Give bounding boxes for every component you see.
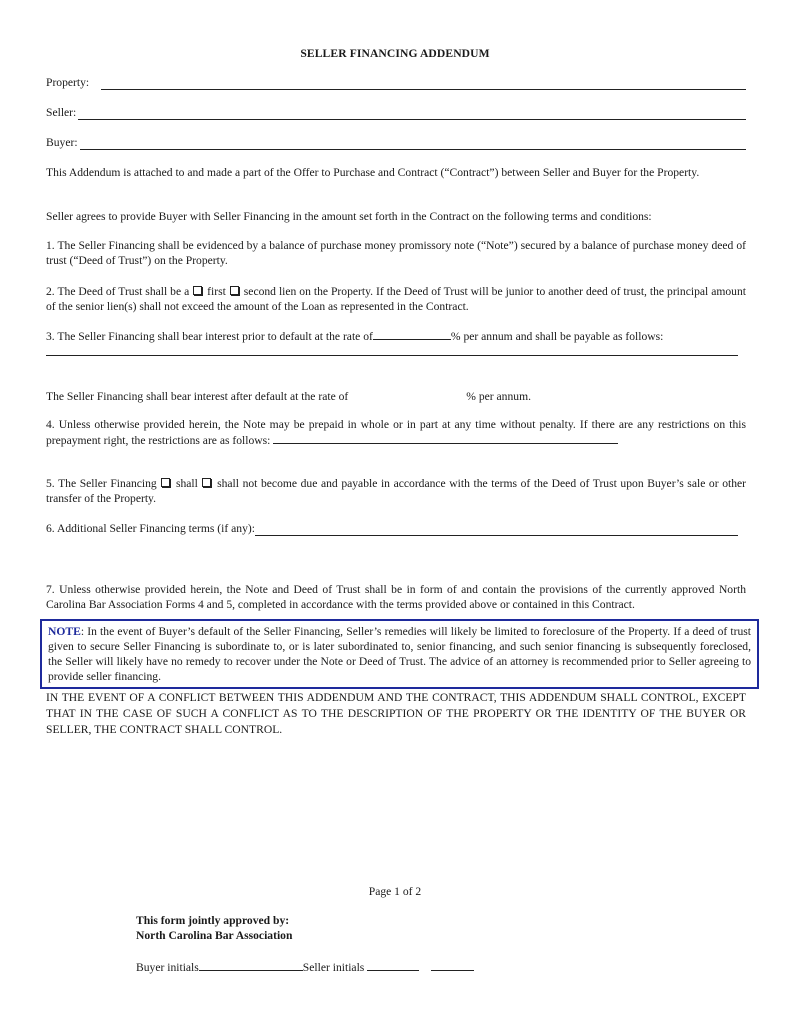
property-input[interactable] xyxy=(101,77,746,90)
note-box xyxy=(40,619,759,689)
prepayment-restrictions-input[interactable] xyxy=(273,432,618,444)
section-6 xyxy=(46,521,738,536)
seller-field-row xyxy=(46,104,746,120)
section-3-suffix: % per annum and shall be payable as follows: xyxy=(450,330,664,343)
seller-initials-input-1[interactable] xyxy=(367,959,419,971)
section-3-prefix: 3. The Seller Financing shall bear interest prior to default at the rate of xyxy=(46,330,373,343)
additional-terms-input[interactable] xyxy=(255,523,738,536)
prior-default-rate-input[interactable] xyxy=(373,328,451,340)
approval-block xyxy=(136,913,292,943)
after-default-rate-input[interactable] xyxy=(348,388,466,400)
buyer-input[interactable] xyxy=(80,137,746,150)
buyer-initials-input[interactable] xyxy=(199,959,303,971)
section-3 xyxy=(46,328,746,344)
first-lien-label: first xyxy=(207,285,226,298)
default-rate-suffix: % per annum. xyxy=(466,390,531,403)
approval-line-1: This form jointly approved by: xyxy=(136,914,290,927)
initials-row xyxy=(136,959,474,975)
default-rate-prefix: The Seller Financing shall bear interest after default at the rate of xyxy=(46,390,349,403)
seller-initials-input-2[interactable] xyxy=(431,959,474,971)
document-title: SELLER FINANCING ADDENDUM xyxy=(300,47,490,60)
shall-label: shall xyxy=(175,477,198,490)
buyer-field-row xyxy=(46,134,746,150)
seller-label: Seller: xyxy=(46,106,77,119)
buyer-label: Buyer: xyxy=(46,136,78,149)
section-1: 1. The Seller Financing shall be evidenced by a balance of purchase money promissory note (“Note”) secured by a balance of purchase money deed of trust (“Deed of Trust”) on the Property. xyxy=(46,239,746,267)
section-4-text: 4. Unless otherwise provided herein, the Note may be prepaid in whole or in part at any time without penalty. If there are any restrictions on this prepayment right, the restrictions are as follows: xyxy=(46,418,746,447)
property-field-row xyxy=(46,74,746,90)
note-text: : In the event of Buyer’s default of the Seller Financing, Seller’s remedies will likely be limited to foreclosure of the Property. If a deed of trust given to secure Seller Financing is subordinate to, or is later subordinated to, senior financing, and such senior financing is subsequently foreclosed, the Seller will likely have no remedy to recover under the Note or Deed of Trust. The advice of an attorney is recommended prior to Seller agreeing to provide seller financing. xyxy=(48,625,751,683)
intro-paragraph: This Addendum is attached to and made a part of the Offer to Purchase and Contract (“Contract”) between Seller and Buyer for the Property. xyxy=(46,166,700,179)
note-label: NOTE xyxy=(48,625,81,638)
shall-checkbox[interactable] xyxy=(161,478,170,487)
agreement-paragraph: Seller agrees to provide Buyer with Seller Financing in the amount set forth in the Contract on the following terms and conditions: xyxy=(46,210,652,223)
seller-input[interactable] xyxy=(78,107,746,120)
second-lien-label: second lien on the Property. If the Deed of Trust will be junior to another deed of trust, the principal amount of the senior lien(s) shall not exceed the amount of the Loan as represented in the Contract. xyxy=(46,285,746,313)
section-5-prefix: 5. The Seller Financing xyxy=(46,477,157,490)
section-5 xyxy=(46,476,746,506)
shall-not-checkbox[interactable] xyxy=(202,478,211,487)
buyer-initials-label: Buyer initials xyxy=(136,961,199,974)
section-6-label: 6. Additional Seller Financing terms (if any): xyxy=(46,522,255,535)
section-4 xyxy=(46,417,746,448)
approval-line-2: North Carolina Bar Association xyxy=(136,929,293,942)
conflict-clause: IN THE EVENT OF A CONFLICT BETWEEN THIS ADDENDUM AND THE CONTRACT, THIS ADDENDUM SHALL CONTROL, EXCEPT THAT IN THE CASE OF SUCH A CONFLICT AS TO THE DESCRIPTION OF THE PROPERTY OR THE IDENTITY OF THE BUYER OR SELLER, THE CONTRACT SHALL CONTROL. xyxy=(46,691,746,736)
property-label: Property: xyxy=(46,76,90,89)
section-2 xyxy=(46,284,746,314)
second-lien-checkbox[interactable] xyxy=(230,286,239,295)
payment-terms-input[interactable] xyxy=(46,355,738,356)
section-2-prefix: 2. The Deed of Trust shall be a xyxy=(46,285,190,298)
shall-not-label: shall not become due and payable in accordance with the terms of the Deed of Trust upon Buyer’s sale or other transfer of the Property. xyxy=(46,477,747,505)
first-lien-checkbox[interactable] xyxy=(193,286,202,295)
default-rate-line xyxy=(46,388,746,404)
page-number: Page 1 of 2 xyxy=(368,885,422,898)
section-7: 7. Unless otherwise provided herein, the Note and Deed of Trust shall be in form of and contain the provisions of the currently approved North Carolina Bar Association Forms 4 and 5, completed in accordance with the terms provided above or contained in this Contract. xyxy=(46,583,746,611)
seller-initials-label: Seller initials xyxy=(302,961,365,974)
